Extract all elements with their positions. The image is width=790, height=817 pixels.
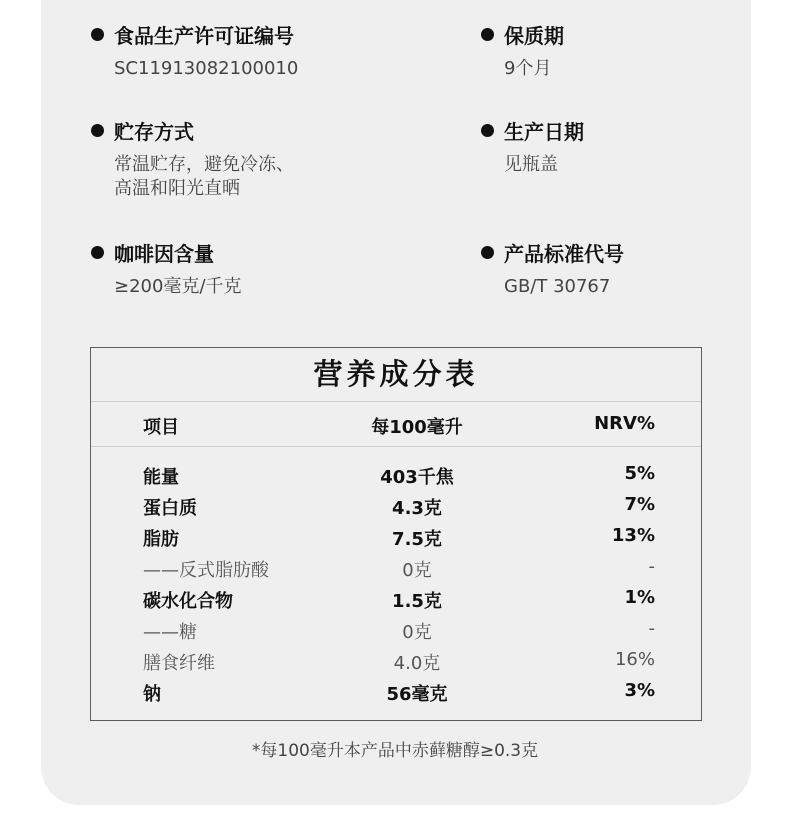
info-value: 9个月 [504,58,552,79]
bullet-icon [91,246,104,259]
row-nrv: 16% [614,649,655,670]
info-title: 生产日期 [504,119,584,144]
info-title: 产品标准代号 [504,241,624,266]
info-shelf-life [481,21,564,81]
row-name: ——糖 [143,622,197,643]
row-nrv: 13% [611,525,655,546]
info-license [91,21,298,81]
table-row [91,492,701,523]
info-value: 常温贮存，避免冷冻、 高温和阳光直晒 [114,154,294,199]
row-name: 能量 [143,467,179,488]
bullet-icon [91,28,104,41]
info-value: SC11913082100010 [114,58,299,79]
info-value: GB/T 30767 [504,276,611,297]
row-amount: 56毫克 [386,684,448,705]
info-title: 贮存方式 [114,119,194,144]
table-row [91,585,701,616]
header-item: 项目 [143,417,179,438]
info-title: 食品生产许可证编号 [114,23,294,48]
nutrition-table [90,347,702,721]
info-title: 咖啡因含量 [114,241,214,266]
info-standard-code [481,239,624,299]
row-nrv: - [648,556,655,577]
table-row [91,678,701,709]
bullet-icon [91,124,104,137]
row-nrv: - [648,618,655,639]
table-row [91,523,701,554]
header-per-100ml: 每100毫升 [371,417,463,438]
info-storage [91,117,294,201]
row-name: 钠 [143,684,161,705]
nutrition-table-title: 营养成分表 [91,348,701,402]
row-amount: 403千焦 [380,467,454,488]
row-amount: 4.3克 [392,498,442,519]
table-row [91,647,701,678]
bullet-icon [481,124,494,137]
row-amount: 0克 [402,560,432,581]
table-row [91,461,701,492]
info-title: 保质期 [504,23,564,48]
footnote: *每100毫升本产品中赤藓糖醇≥0.3克 [251,741,539,761]
row-amount: 1.5克 [392,591,442,612]
table-body [91,447,701,709]
info-value: 见瓶盖 [504,154,558,175]
row-name: 脂肪 [143,529,179,550]
table-row [91,554,701,585]
bullet-icon [481,246,494,259]
row-amount: 4.0克 [393,653,441,674]
info-production-date [481,117,584,177]
header-nrv: NRV% [594,413,655,434]
info-value: ≥200毫克/千克 [114,276,242,297]
row-name: 膳食纤维 [143,653,215,674]
row-name: 碳水化合物 [143,591,233,612]
row-nrv: 5% [624,463,655,484]
table-row [91,616,701,647]
row-amount: 7.5克 [392,529,442,550]
table-header [91,402,701,447]
row-nrv: 1% [624,587,655,608]
row-name: ——反式脂肪酸 [143,560,269,581]
info-caffeine [91,239,242,299]
row-name: 蛋白质 [143,498,197,519]
bullet-icon [481,28,494,41]
row-nrv: 7% [624,494,655,515]
row-amount: 0克 [402,622,432,643]
row-nrv: 3% [624,680,655,701]
